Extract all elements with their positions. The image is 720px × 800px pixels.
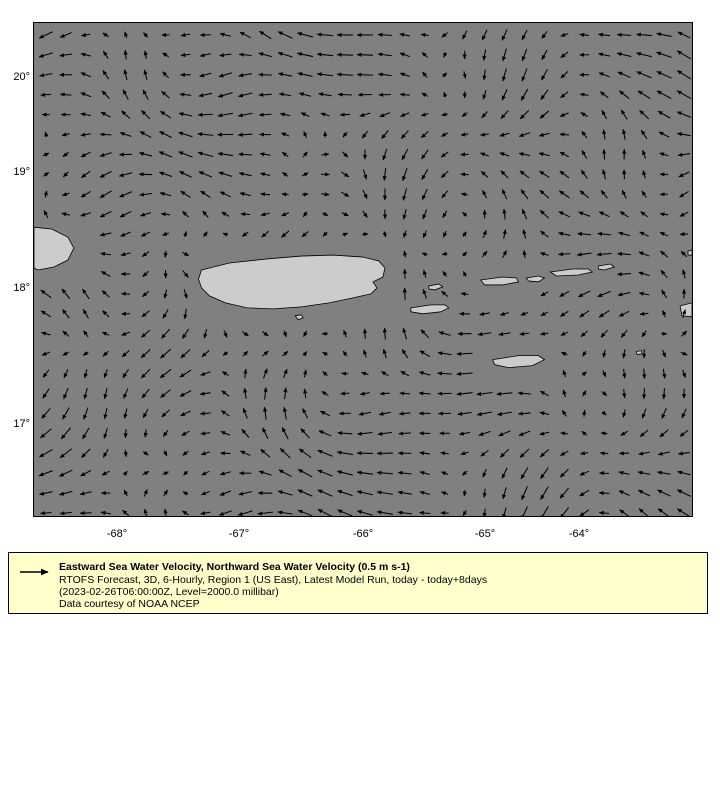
caption-line-3: (2023-02-26T06:00:00Z, Level=2000.0 millibar) — [59, 586, 279, 598]
x-tick-label-minus65: -65° — [474, 528, 496, 540]
x-tick-label-minus66: -66° — [352, 528, 374, 540]
y-tick-label-19: 19° — [13, 166, 30, 178]
y-tick-label-18: 18° — [13, 282, 30, 294]
map-plot-area[interactable] — [33, 22, 693, 517]
x-tick-label-minus67: -67° — [228, 528, 250, 540]
x-tick-label-minus64: -64° — [568, 528, 590, 540]
x-tick-label-minus68: -68° — [106, 528, 128, 540]
reference-vector-arrow — [19, 567, 55, 577]
y-tick-label-20: 20° — [13, 71, 30, 83]
velocity-vector-field — [34, 23, 692, 516]
caption-line-4: Data courtesy of NOAA NCEP — [59, 598, 200, 610]
caption-line-2: RTOFS Forecast, 3D, 6-Hourly, Region 1 (US East), Latest Model Run, today - today+8days — [59, 574, 488, 586]
caption-title: Eastward Sea Water Velocity, Northward Sea Water Velocity (0.5 m s-1) — [59, 561, 410, 573]
y-tick-label-17: 17° — [13, 418, 30, 430]
caption-box — [8, 552, 708, 614]
